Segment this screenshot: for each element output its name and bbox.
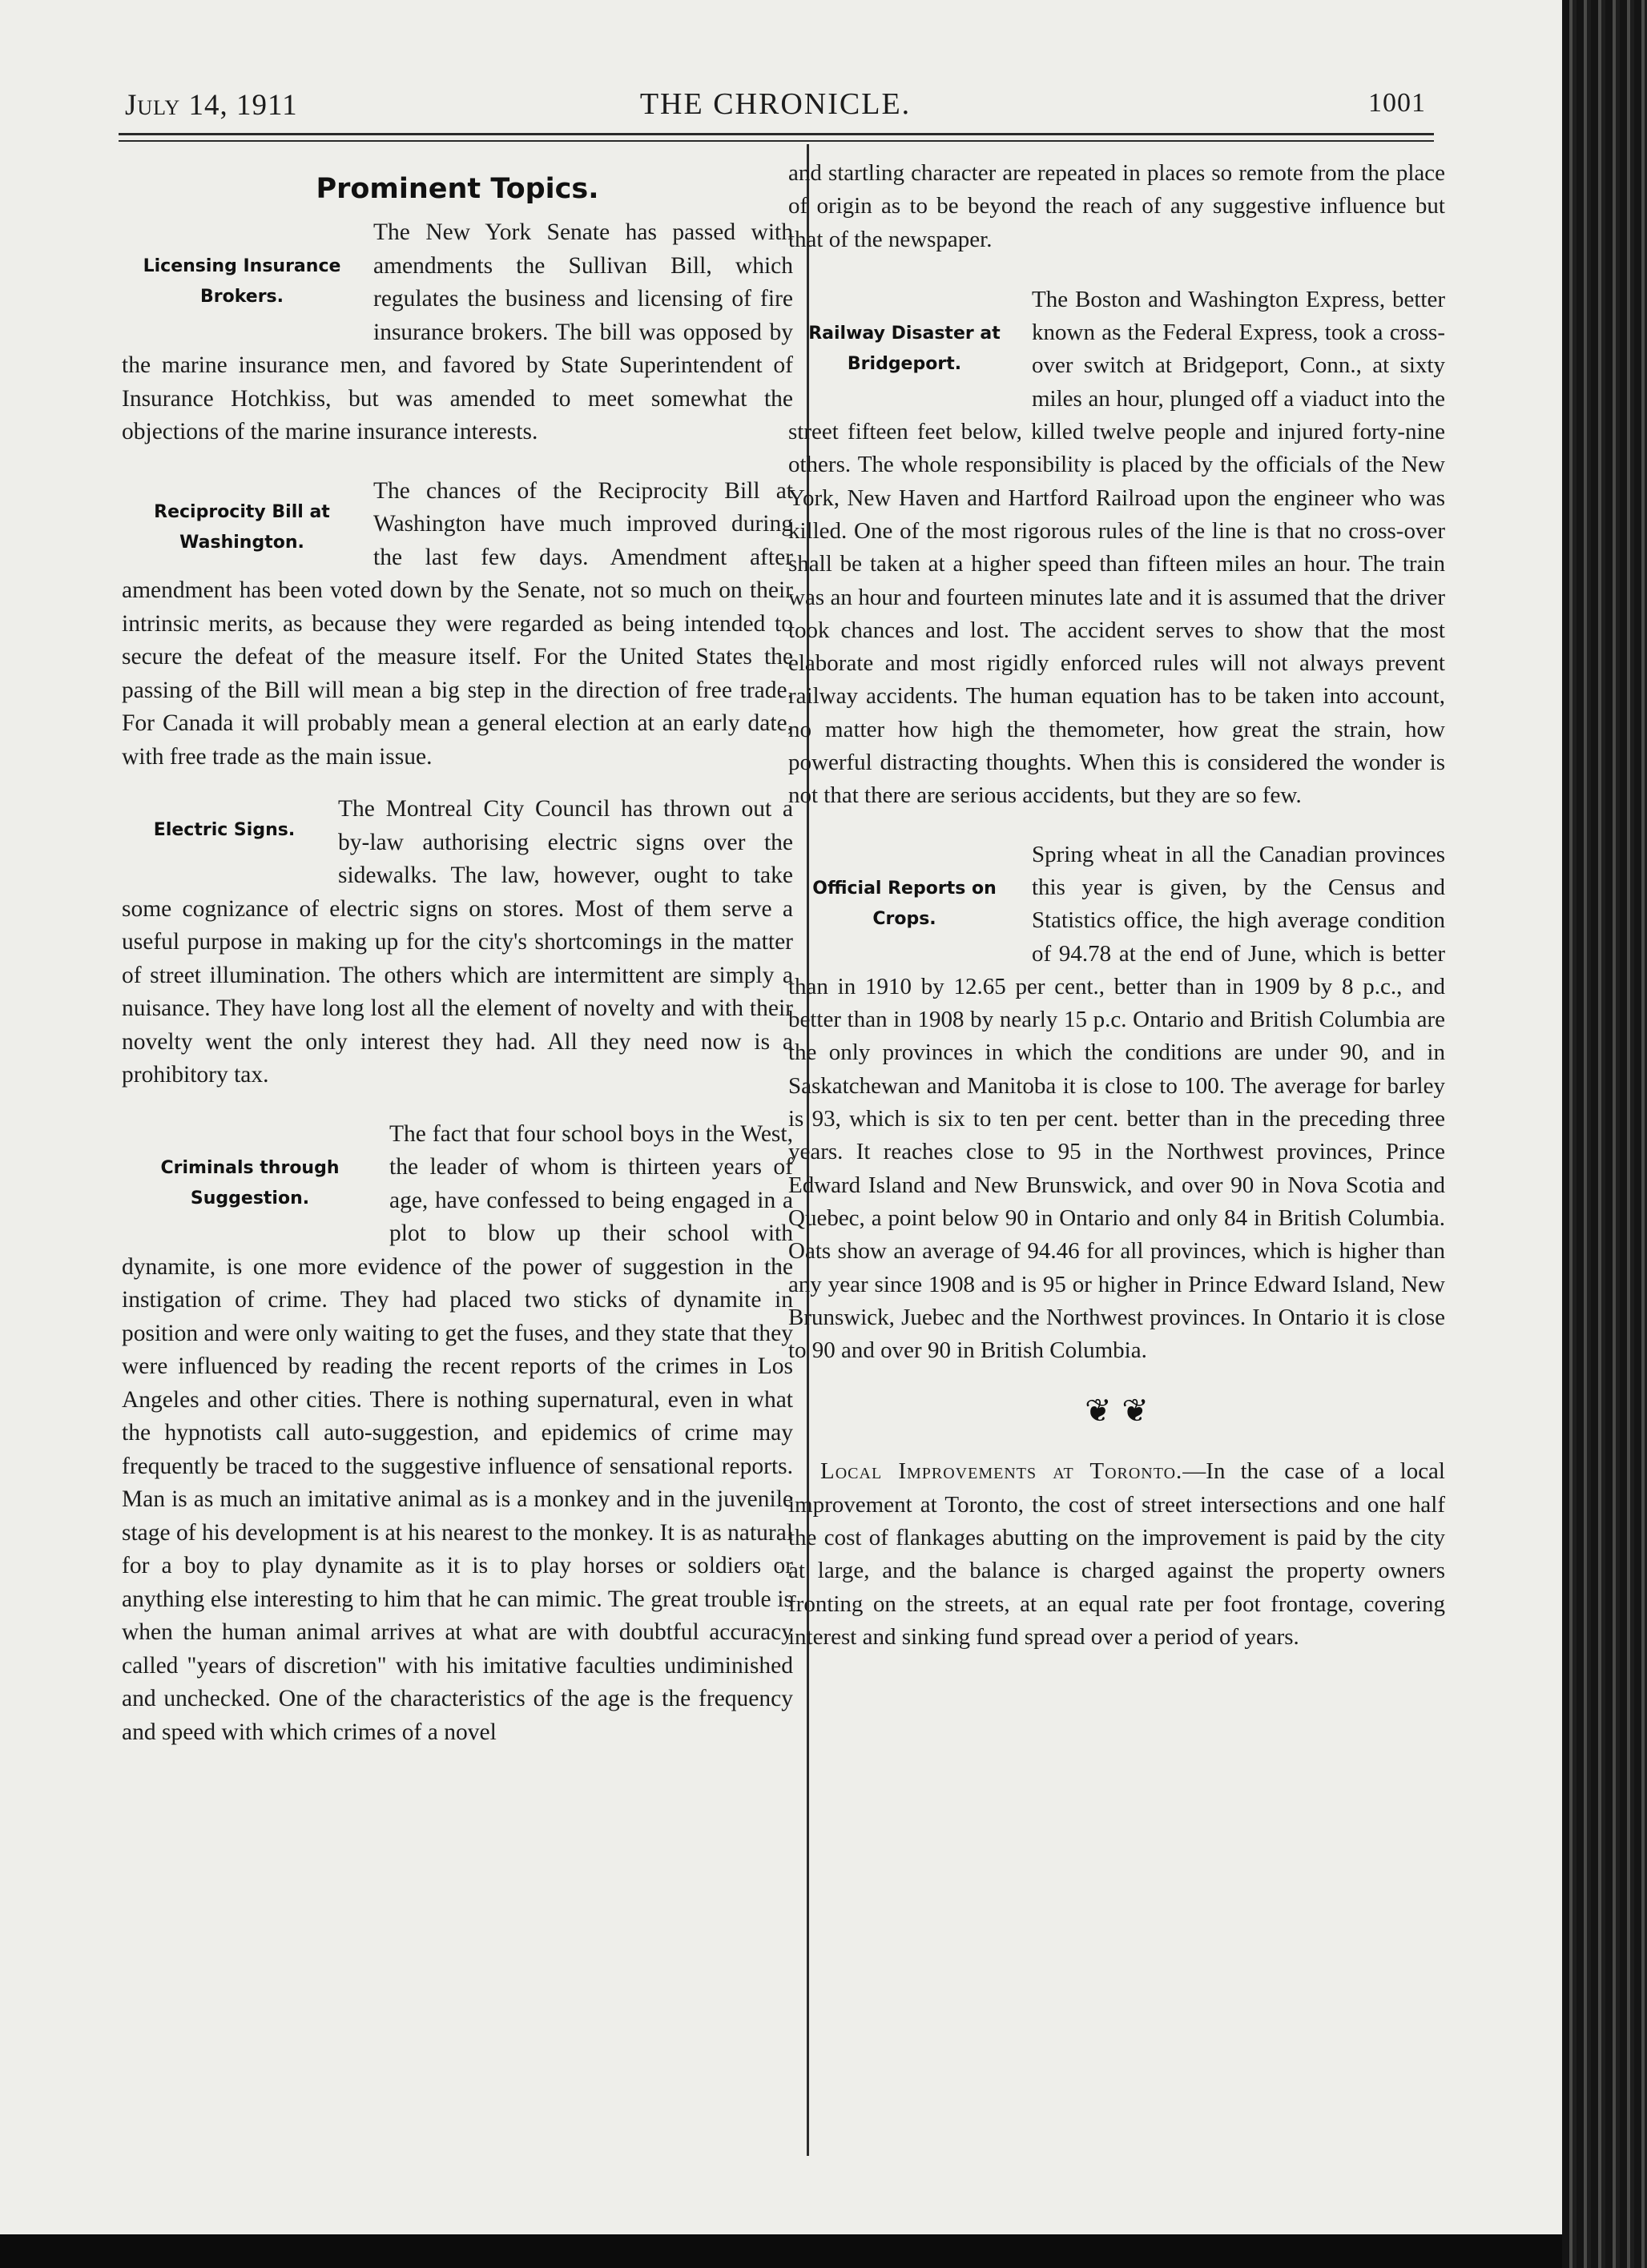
note-text: —In the case of a local improvement at Toronto, the cost of street intersections and one half the cost of flankages abutting on the improvement is paid by the city at large, and the balance is charged against the property owners fronting on the streets, at an equal rate per foot frontage, covering interest and sinking fund spread over a period of years. [788,1458,1445,1650]
topic-electric-signs [122,793,793,1092]
issue-date: July 14, 1911 [125,89,298,122]
local-improvements-note [788,1455,1445,1654]
side-heading: Criminals through Suggestion. [160,1157,340,1208]
page-header [125,83,1426,131]
fleuron-ornament: ❦ ❦ [1085,1393,1149,1430]
side-heading: Licensing Insurance Brokers. [143,256,341,307]
topic-crop-reports [788,838,1445,1368]
topic-text: The fact that four school boys in the West, the leader of whom is thirteen years of age, have confessed to being engaged in a plot to blow up their school with dynamite, is one more evidence of the power of suggestion in the instigation of crime. They had placed two sticks of dynamite in position and were only waiting to get the fuses, and they state that they were influenced by reading the recent reports of the crimes in Los Angeles and other cities. There is nothing supernatural, even in what the hypnotists call auto-suggestion, and epidemics of crime may frequently be traced to the suggestive influence of sensational reports. Man is as much an imitative animal as is a monkey and in the juvenile stage of his development is at his nearest to the monkey. It is as natural for a boy to play dynamite as it is to play horses or soldiers or anything else interesting to him that he can mimic. The great trouble is when the human animal arrives at what are with doubtful accuracy called "years of discretion" with his imitative faculties undiminished and unchecked. One of the characteristics of the age is the frequency and speed with which crimes of a novel [122,1120,793,1745]
note-heading: Local Improvements at Toronto. [820,1458,1183,1485]
page-number: 1001 [1368,88,1426,118]
right-column [788,157,1445,1654]
side-heading: Electric Signs. [153,820,296,840]
topic-text: Spring wheat in all the Canadian provinces this year is given, by the Census and Statistics office, the high average condition of 94.78 at the end of June, which is better than in 1910 by 12.65 per cent., better than in 1909 by 8 p.c., and better than in 1908 by nearly 15 p.c. Ontario and British Columbia are the only provinces in which the conditions are under 90, and in Saskatchewan and Manitoba it is close to 100. The average for barley is 93, which is six to ten per cent. better than in the preceding three years. It reaches close to 95 in the Northwest provinces, Prince Edward Island and New Brunswick, and over 90 in Nova Scotia and Quebec, a point below 90 in Ontario and only 84 in British Columbia. Oats show an average of 94.46 for all provinces, which is higher than any year since 1908 and is 95 or higher in Prince Edward Island, New Brunswick, Juebec and the Northwest provinces. In Ontario it is close to 90 and over 90 in British Columbia. [788,841,1445,1364]
scan-bottom-border [0,2234,1562,2268]
topic-text: The New York Senate has passed with amendments the Sullivan Bill, which regulates the business and licensing of fire insurance brokers. The bill was opposed by the marine insurance men, and favored by State Superintendent of Insurance Hotchkiss, but was amended to meet somewhat the objections of the marine insurance interests. [122,219,793,444]
section-heading: Prominent Topics. [316,173,599,205]
topic-text: The Montreal City Council has thrown out a by-law authorising electric signs over the sidewalks. The law, however, ought to take some cognizance of electric signs on stores. Most of them serve a useful purpose in making up for the city's shortcomings in the matter of street illumination. The others which are intermittent are simply a nuisance. They have long lost all the element of novelty and with their novelty went the only interest they had. All they need now is a prohibitory tax. [122,796,793,1088]
topic-text: The Boston and Washington Express, better known as the Federal Express, took a cross-over switch at Bridgeport, Conn., at sixty miles an hour, plunged off a viaduct into the street fifteen feet below, killed twelve people and injured forty-nine others. The whole responsibility is placed by the officials of the New York, New Haven and Hartford Railroad upon the engineer who was killed. One of the most rigorous rules of the line is that no cross-over shall be taken at a higher speed than fifteen miles an hour. The train was an hour and fourteen minutes late and it is assumed that the driver took chances and lost. The accident serves to show that the most elaborate and most rigidly enforced rules will not always prevent railway accidents. The human equation has to be taken into account, no matter how high the themometer, how great the strain, how powerful distracting thoughts. When this is considered the wonder is not that there are serious accidents, but they are so few. [788,286,1445,809]
book-spine-edge [1562,0,1647,2268]
topic-railway-disaster [788,284,1445,813]
topic-text: The chances of the Reciprocity Bill at Washington have much improved during the last few days. Amendment after amendment has been voted down by the Senate, not so much on their intrinsic merits, as because they were regarded as being intended to secure the defeat of the measure itself. For the United States the passing of the Bill will mean a big step in the direction of free trade. For Canada it will probably mean a general election at an early date, with free trade as the main issue. [122,477,793,770]
side-heading: Official Reports on Crops. [812,878,997,929]
side-heading: Reciprocity Bill at Washington. [154,501,330,553]
publication-title: THE CHRONICLE. [639,87,912,121]
header-rule-thin [119,140,1434,142]
continued-text: and startling character are repeated in places so remote from the place of origin as to be beyond the reach of any suggestive influence but that of the newspaper. [788,160,1445,252]
left-column [122,157,793,1775]
side-heading: Railway Disaster at Bridgeport. [808,323,1001,374]
topic-reciprocity-bill [122,475,793,774]
topic-licensing-brokers [122,216,793,449]
header-rule [119,133,1434,135]
topic-criminals-suggestion [122,1118,793,1750]
